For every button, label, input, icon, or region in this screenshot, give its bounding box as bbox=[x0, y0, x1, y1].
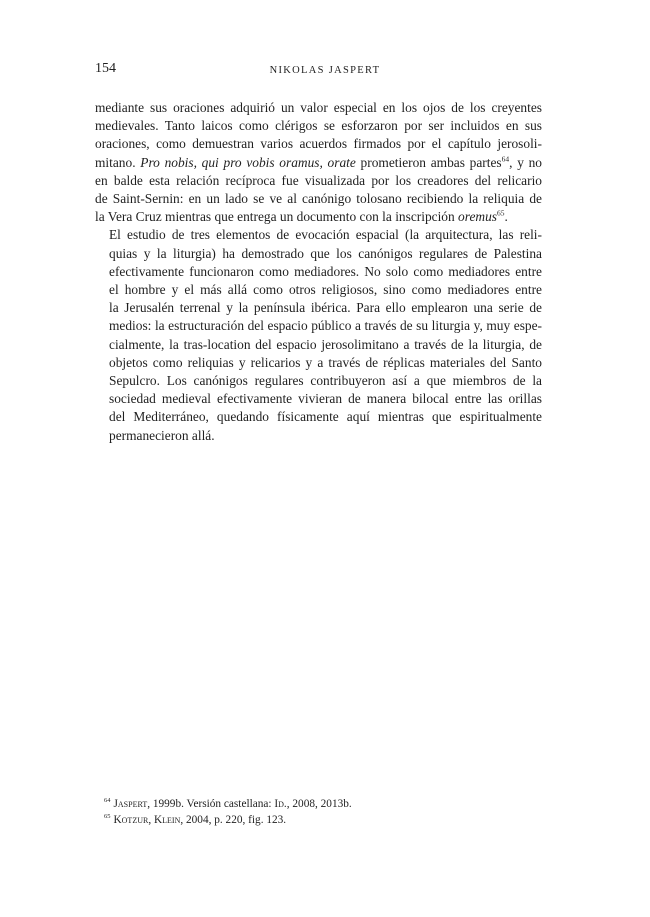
text-line: quias y la liturgia) ha demostrado que los canónigos regulares de Palestina bbox=[109, 245, 542, 261]
footnote-author: Kotzur, Klein bbox=[113, 814, 181, 826]
footnote-number: 65 bbox=[104, 813, 111, 821]
text-line: permanecieron allá. bbox=[109, 427, 215, 443]
text-line: oraciones, como demuestran varios acuerdos firmados por el capítulo jerosoli- bbox=[95, 136, 542, 152]
footnote-ref-64[interactable]: 64 bbox=[501, 154, 510, 164]
text-line: cialmente, la tras-location del espacio jerosolimitano a través de la liturgia, de bbox=[109, 336, 542, 352]
latin-word: oremus bbox=[458, 209, 497, 225]
footnote-text: , 1999b. Versión castellana: bbox=[147, 798, 275, 810]
page-number: 154 bbox=[95, 61, 116, 76]
text-line: medievales. Tanto laicos como clérigos se esforzaron por ser incluidos en sus bbox=[95, 118, 542, 134]
text-line: medios: la estructuración del espacio público a través de su liturgia y, muy espe- bbox=[109, 318, 542, 334]
text-line: la Jerusalén terrenal y la península ibérica. Para ello emplearon una serie de bbox=[109, 300, 542, 316]
main-text bbox=[95, 99, 542, 445]
text-line: el hombre y el más allá como otros religiosos, sino como mediadores entre bbox=[109, 282, 542, 298]
text-line bbox=[95, 154, 542, 172]
text-run: , y no bbox=[509, 154, 543, 170]
latin-quote: Pro nobis, qui pro vobis oramus, orate bbox=[140, 154, 356, 170]
footnote-65 bbox=[104, 812, 544, 828]
paragraph-1 bbox=[95, 99, 542, 226]
footnotes bbox=[104, 796, 544, 828]
text-line: de Saint-Sernin: en un lado se ve al canónigo tolosano recibiendo la reliquia de bbox=[95, 191, 542, 207]
text-line: sociedad medieval efectivamente vivieran de manera bilocal entre las orillas bbox=[109, 391, 542, 407]
footnote-number: 64 bbox=[104, 797, 111, 805]
paragraph-2 bbox=[95, 226, 542, 444]
text-run: mitano. bbox=[95, 154, 141, 170]
footnote-ref-65[interactable]: 65 bbox=[496, 208, 505, 218]
text-line: Sepulcro. Los canónigos regulares contribuyeron así a que miembros de la bbox=[109, 373, 542, 389]
text-line: objetos como reliquias y relicarios y a través de réplicas materiales del Santo bbox=[109, 354, 542, 370]
footnote-author: Jaspert bbox=[113, 798, 148, 810]
text-run: prometieron ambas partes bbox=[355, 154, 502, 170]
text-line: El estudio de tres elementos de evocación espacial (la arquitectura, las reli- bbox=[109, 227, 542, 243]
text-line bbox=[95, 208, 542, 226]
footnote-64 bbox=[104, 796, 544, 812]
text-line: del Mediterráneo, quedando físicamente aquí mientras que espiritualmente bbox=[109, 409, 542, 425]
footnote-text: , 2008, 2013b. bbox=[286, 798, 352, 810]
running-head: NIKOLAS JASPERT bbox=[269, 65, 381, 76]
text-run: . bbox=[504, 209, 508, 225]
text-run: la Vera Cruz mientras que entrega un documento con la inscripción bbox=[95, 209, 459, 225]
footnote-text: , 2004, p. 220, fig. 123. bbox=[180, 814, 287, 826]
footnote-author: Id. bbox=[274, 798, 287, 810]
text-line: efectivamente funcionaron como mediadores. No solo como mediadores entre bbox=[109, 263, 542, 279]
text-line: mediante sus oraciones adquirió un valor especial en los ojos de los creyentes bbox=[95, 100, 542, 115]
text-line: en balde esta relación recíproca fue visualizada por los creadores del relicario bbox=[95, 172, 542, 188]
